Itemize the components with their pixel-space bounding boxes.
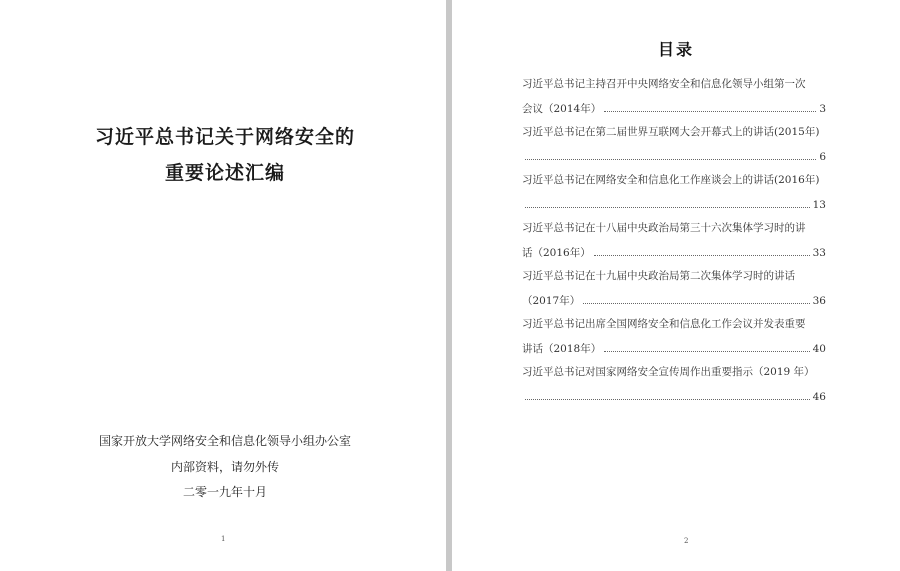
toc-entry-page-number: 13: [812, 199, 826, 211]
toc-entry-page-number: 3: [819, 103, 826, 115]
toc-entry-page-number: 33: [812, 247, 826, 259]
toc-dot-leader: [525, 196, 810, 208]
toc-entry-title-continued: 会议（2014年）: [522, 103, 602, 115]
toc-entry-leader-row: [522, 244, 826, 260]
toc-entry-page-number: 40: [812, 343, 826, 355]
cover-title-line2: 重要论述汇编: [164, 162, 285, 184]
toc-entry-title-continued: 话（2016年）: [522, 247, 591, 259]
toc-entry-title: 习近平总书记在十九届中央政治局第二次集体学习时的讲话: [522, 270, 795, 282]
toc-dot-leader: [525, 148, 816, 160]
toc-page-number: 2: [684, 537, 689, 545]
toc-entry-page-number: 46: [812, 391, 826, 403]
toc-entry-page-number: 36: [812, 295, 826, 307]
toc-entry-title: 习近平总书记在第二届世界互联网大会开幕式上的讲话(2015年): [522, 126, 820, 138]
toc-entry-page-number: 6: [819, 151, 826, 163]
cover-issuer: 国家开放大学网络安全和信息化领导小组办公室: [98, 434, 351, 448]
cover-page: [0, 0, 446, 571]
toc-entry-title: 习近平总书记在网络安全和信息化工作座谈会上的讲话(2016年): [522, 174, 820, 186]
toc-entry-title-continued: 讲话（2018年）: [522, 343, 602, 355]
toc-dot-leader: [525, 388, 810, 400]
toc-entry-leader-row: [522, 148, 826, 164]
toc-entry-title-continued: （2017年）: [522, 295, 581, 307]
cover-note: 内部资料，请勿外传: [170, 460, 279, 474]
cover-title-line1: 习近平总书记关于网络安全的: [94, 126, 355, 148]
toc-entry-title: 习近平总书记对国家网络安全宣传周作出重要指示（2019 年）: [522, 366, 815, 378]
toc-dot-leader: [594, 244, 810, 256]
toc-entry-leader-row: [522, 292, 826, 308]
toc-entry-leader-row: [522, 388, 826, 404]
toc-entry-title: 习近平总书记主持召开中央网络安全和信息化领导小组第一次: [522, 78, 806, 90]
toc-entry-title: 习近平总书记在十八届中央政治局第三十六次集体学习时的讲: [522, 222, 806, 234]
toc-entry-leader-row: [522, 100, 826, 116]
toc-entry-leader-row: [522, 196, 826, 212]
toc-title: 目录: [657, 40, 694, 59]
cover-date: 二零一九年十月: [182, 485, 267, 499]
cover-page-number: 1: [221, 535, 226, 543]
toc-dot-leader: [583, 292, 809, 304]
toc-dot-leader: [604, 340, 809, 352]
toc-entry-title: 习近平总书记出席全国网络安全和信息化工作会议并发表重要: [522, 318, 806, 330]
toc-page: [452, 0, 900, 571]
toc-entry-leader-row: [522, 340, 826, 356]
toc-dot-leader: [604, 100, 816, 112]
